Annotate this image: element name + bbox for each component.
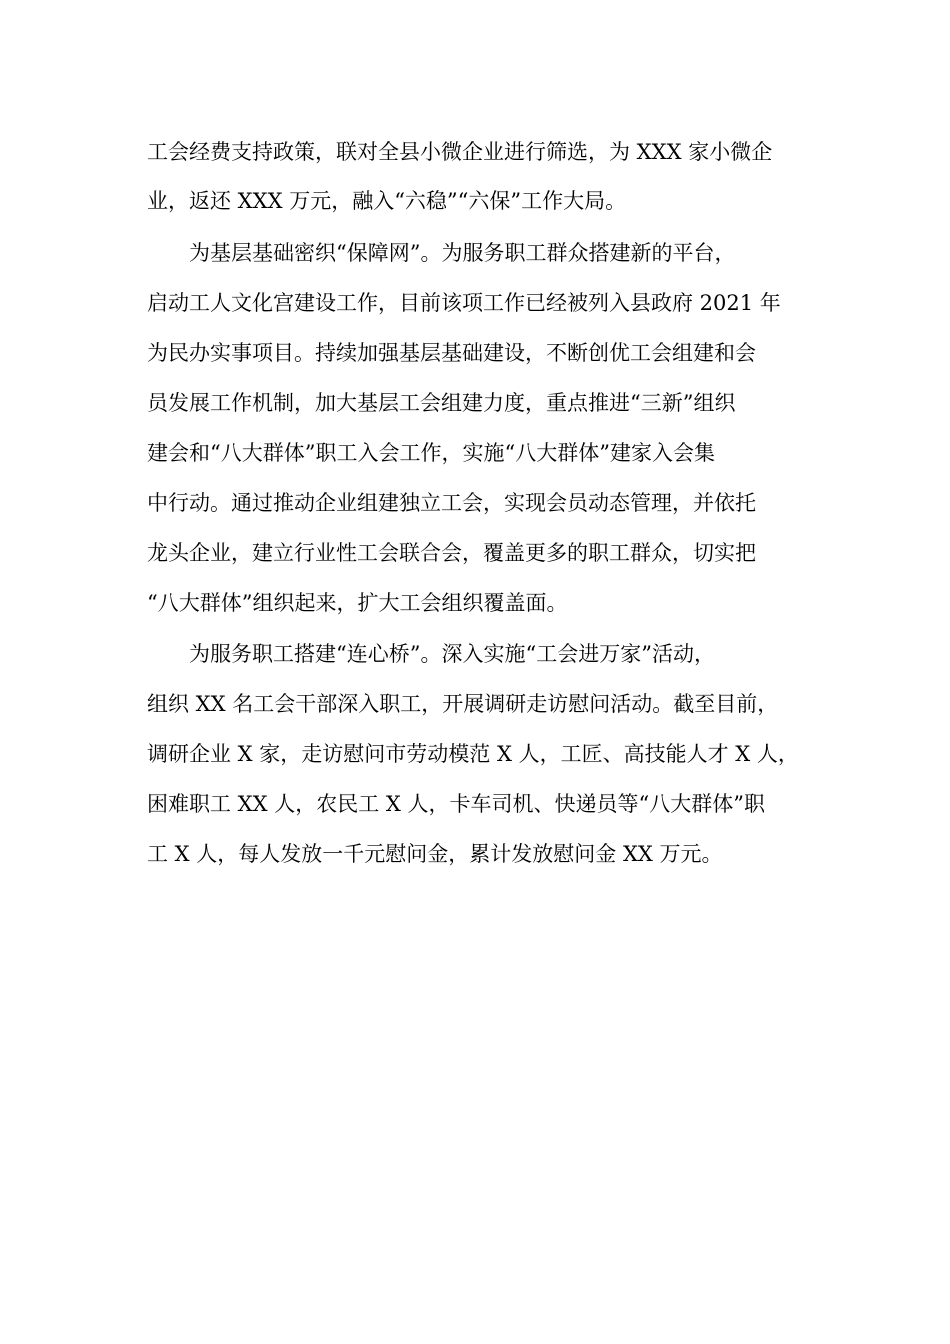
line-text: 组织 XX 名工会干部深入职工，开展调研走访慰问活动。截至目前， bbox=[147, 692, 779, 716]
text-line-12 bbox=[0, 689, 950, 719]
text-line-11 bbox=[0, 639, 950, 669]
line-text: “八大群体”组织起来，扩大工会组织覆盖面。 bbox=[147, 591, 568, 615]
line-text: 为基层基础密织“保障网”。为服务职工群众搭建新的平台， bbox=[189, 241, 736, 265]
text-line-4 bbox=[0, 288, 950, 318]
line-text: 工会经费支持政策，联对全县小微企业进行筛选，为 XXX 家小微企 bbox=[147, 140, 773, 164]
line-text: 为服务职工搭建“连心桥”。深入实施“工会进万家”活动， bbox=[189, 642, 715, 666]
line-text: 业，返还 XXX 万元，融入“六稳”“六保”工作大局。 bbox=[147, 189, 627, 213]
text-line-5 bbox=[0, 338, 950, 368]
line-text: 中行动。通过推动企业组建独立工会，实现会员动态管理，并依托 bbox=[147, 491, 756, 515]
line-text: 建会和“八大群体”职工入会工作，实施“八大群体”建家入会集 bbox=[147, 441, 715, 465]
text-line-14 bbox=[0, 789, 950, 819]
text-line-9 bbox=[0, 538, 950, 568]
line-text: 启动工人文化宫建设工作，目前该项工作已经被列入县政府 2021 年 bbox=[147, 291, 781, 315]
line-text: 员发展工作机制，加大基层工会组建力度，重点推进“三新”组织 bbox=[147, 391, 736, 415]
text-line-2 bbox=[0, 186, 950, 216]
text-line-1 bbox=[0, 137, 950, 167]
line-text: 调研企业 X 家，走访慰问市劳动模范 X 人，工匠、高技能人才 X 人， bbox=[147, 742, 799, 766]
text-line-6 bbox=[0, 388, 950, 418]
text-line-13 bbox=[0, 739, 950, 769]
text-line-3 bbox=[0, 238, 950, 268]
text-line-8 bbox=[0, 488, 950, 518]
text-line-15 bbox=[0, 839, 950, 869]
text-line-7 bbox=[0, 438, 950, 468]
line-text: 龙头企业，建立行业性工会联合会，覆盖更多的职工群众，切实把 bbox=[147, 541, 756, 565]
line-text: 工 X 人，每人发放一千元慰问金，累计发放慰问金 XX 万元。 bbox=[147, 842, 723, 866]
line-text: 为民办实事项目。持续加强基层基础建设，不断创优工会组建和会 bbox=[147, 341, 756, 365]
text-line-10 bbox=[0, 588, 950, 618]
line-text: 困难职工 XX 人，农民工 X 人，卡车司机、快递员等“八大群体”职 bbox=[147, 792, 766, 816]
